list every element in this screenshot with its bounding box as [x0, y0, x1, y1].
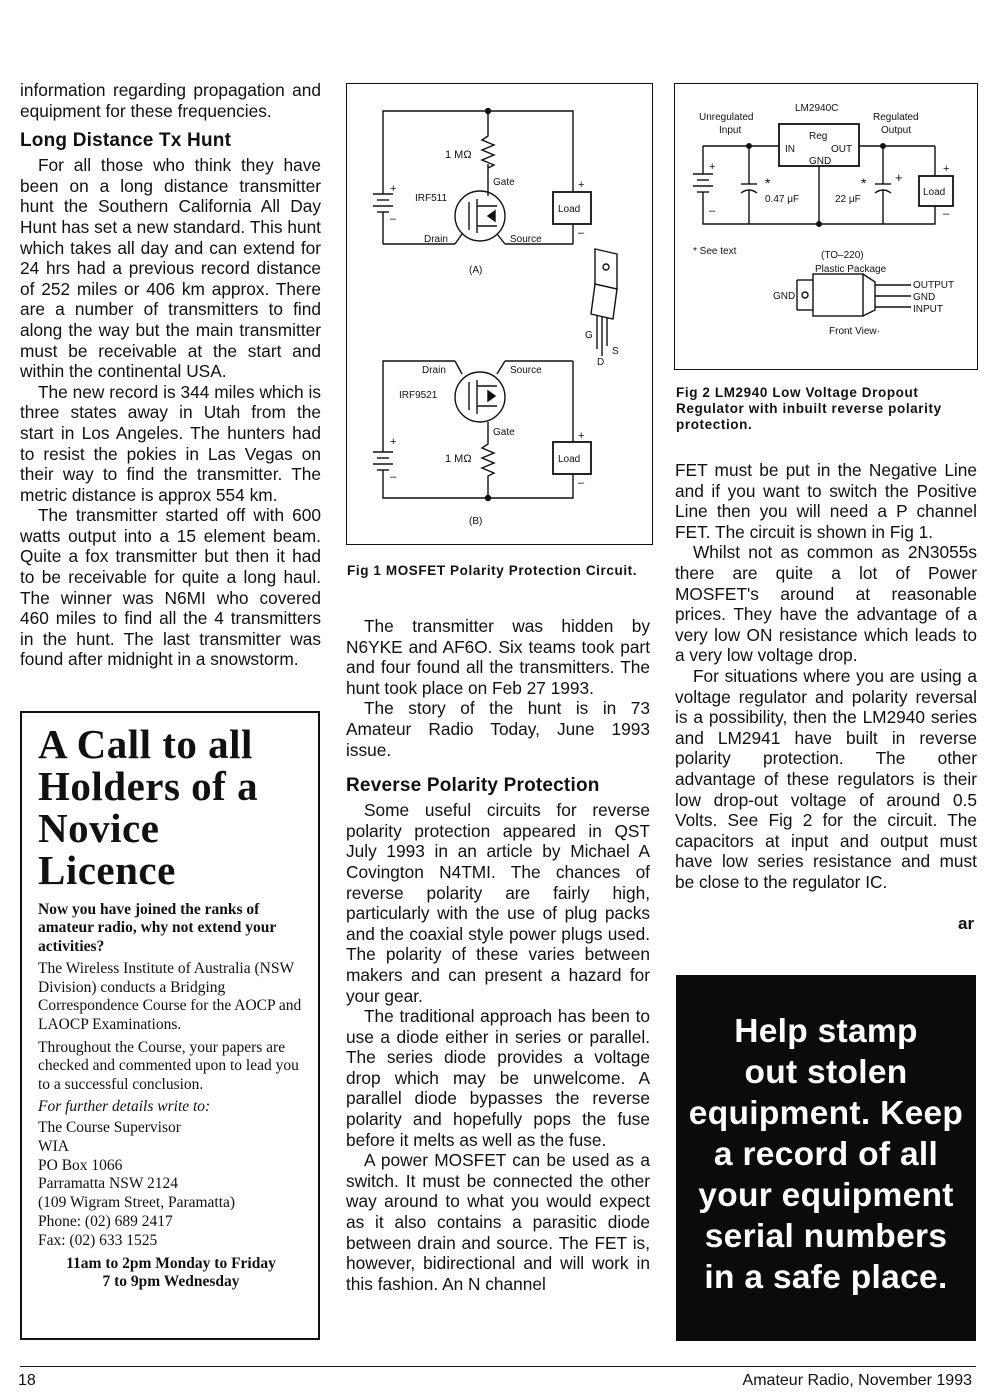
col3-para-3: For situations where you are using a voltage regulator and polarity reversal is a possibility, then the LM2940 series and LM2941 have built in reverse polarity protection. The other advantage of these regulators is their low drop-out voltage of around 0.5 Volts. See Fig 2 for the circuit. The capacitors at input and output must have low series resistance and must be close to the regulator IC. [675, 665, 977, 892]
column-3 [675, 460, 977, 892]
fig2-package-2: Plastic Package [815, 264, 887, 275]
novice-lead: Now you have joined the ranks of amateur radio, why not extend your activities? [38, 901, 276, 955]
fig1a-source: Source [510, 234, 542, 245]
promo-line: out stolen [744, 1054, 908, 1091]
novice-address [38, 1119, 304, 1251]
col1-para-2: The new record is 344 miles which is three states away in Utah from the start in Los Angeles. The hunters had to resist the pokies in Las Vegas on their way to find the transmitter. The metric distance is approx 554 km. [20, 381, 321, 505]
col1-para-1: For all those who think they have been on a long distance transmitter hunt the Southern California All Day Hunt has set a new standard. This hunt which takes all day and can extend for 24 hrs had a previous record distance of 252 miles or 406 km approx. There are a number of transmitters to find along the way but the main transmitter must be receivable at the start and within the continental USA. [20, 155, 321, 382]
fig2-out: OUT [831, 144, 853, 155]
col1-para-3: The transmitter started off with 600 watts output into a 15 element beam. Quite a fox transmitter but then it had to be receivable for quite a long haul. The winner was N6MI who covered 460 miles to find all the 4 transmitters in the hunt. The last transmitter was found after midnight in a snowstorm. [20, 505, 321, 670]
fig1a-minus: – [390, 213, 397, 225]
fig1b-load-plus: + [578, 430, 585, 442]
fig1a-plus: + [390, 183, 397, 195]
promo-line: Help stamp [734, 1013, 918, 1050]
pin-g: G [585, 330, 593, 341]
fig2-unreg-2: Input [719, 125, 742, 136]
fig1b-plus: + [390, 436, 397, 448]
fig1-diagram [346, 83, 653, 545]
circuit-b [373, 361, 591, 501]
novice-write-to: For further details write to: [38, 1098, 211, 1116]
novice-hours [38, 1255, 304, 1292]
fig2-chip: LM2940C [795, 103, 839, 114]
fig2-star-1: * [765, 175, 771, 191]
fig2-gnd: GND [809, 156, 832, 167]
address-line: WIA [38, 1137, 69, 1155]
heading-reverse-polarity: Reverse Polarity Protection [346, 775, 600, 797]
fig2-c2: 22 μF [835, 194, 861, 205]
novice-para-2: Throughout the Course, your papers are checked and commented upon to lead you to a successful conclusion. [38, 1038, 299, 1093]
fig2-front-view: Front View· [829, 326, 880, 337]
col2-para-2: The story of the hunt is in 73 Amateur Radio Today, June 1993 issue. [346, 698, 650, 760]
address-line: The Course Supervisor [38, 1118, 181, 1136]
address-line: Phone: (02) 689 2417 [38, 1212, 173, 1230]
fig2-minus-load: – [943, 208, 950, 220]
fig2-star-2: * [861, 175, 867, 191]
fig1a-drain: Drain [424, 234, 448, 245]
pin-d: D [597, 357, 605, 368]
fig1b-drain: Drain [422, 365, 446, 376]
fig1b-device: IRF9521 [399, 390, 438, 401]
fig2-load: Load [923, 187, 946, 198]
fig2-c1: 0.47 μF [765, 194, 800, 205]
footer-rule [20, 1366, 976, 1367]
fig1b-label: (B) [469, 516, 483, 527]
promo-line: in a safe place. [704, 1259, 948, 1296]
mosfet-package-icon [591, 249, 617, 356]
article-signature: ar [958, 914, 975, 933]
fig1b-load-minus: – [578, 477, 585, 489]
novice-licence-ad [20, 711, 320, 1340]
circuit-a [373, 109, 591, 245]
promo-line: your equipment [698, 1177, 954, 1214]
fig2-package-1: (TO–220) [821, 250, 864, 261]
fig1b-gate: Gate [493, 427, 515, 438]
fig2-pkg-gnd: GND [773, 291, 796, 302]
novice-para-1: The Wireless Institute of Australia (NSW Division) conducts a Bridging Correspondence Course for the AOCP and LAOCP Examinations. [38, 960, 302, 1033]
fig1b-source: Source [510, 365, 542, 376]
fig1a-device: IRF511 [415, 193, 448, 204]
fig2-reg-out-2: Output [881, 125, 912, 136]
fig1a-label: (A) [469, 265, 483, 276]
col2-para-4: The traditional approach has been to use a diode either in series or parallel. The series diode provides a voltage drop which may be unwelcome. A parallel diode bypasses the reverse polarity and hopefully pops the fuse before it melts as well as the fuse. [346, 1006, 650, 1150]
novice-title: A Call to all Holders of a Novice Licence [38, 721, 259, 893]
col2-para-1: The transmitter was hidden by N6YKE and AF6O. Six teams took part and four found all the transmitters. The hunt took place on Feb 27 1993. [346, 616, 650, 698]
address-line: Parramatta NSW 2124 [38, 1175, 179, 1193]
fig2-reg-out-1: Regulated [873, 112, 919, 123]
fig2-minus-batt: – [709, 205, 716, 217]
fig1a-load: Load [558, 204, 581, 215]
fig1a-load-minus: – [578, 227, 585, 239]
stolen-equipment-promo [676, 975, 976, 1341]
promo-line: a record of all [713, 1136, 939, 1173]
fig1-caption: Fig 1 MOSFET Polarity Protection Circuit. [347, 563, 638, 578]
fig2-plus-load: + [943, 163, 950, 175]
fig2-unreg-1: Unregulated [699, 112, 754, 123]
fig2-see-text: * See text [693, 246, 737, 257]
col1-intro: information regarding propagation and equipment for these frequencies. [20, 80, 321, 121]
address-line: PO Box 1066 [38, 1156, 123, 1174]
address-line: (109 Wigram Street, Paramatta) [38, 1194, 236, 1212]
fig2-plus-cap: + [895, 170, 903, 185]
hours-line: 7 to 9pm Wednesday [102, 1273, 240, 1291]
col3-para-2: Whilst not as common as 2N3055s there are quite a lot of Power MOSFET's around at reasonable prices. They have the advantage of a very low ON resistance which leads to a very low voltage drop. [675, 542, 977, 666]
page-number: 18 [18, 1372, 36, 1389]
fig2-pin-gnd: GND [913, 292, 936, 303]
fig2-in: IN [785, 144, 795, 155]
address-line: Fax: (02) 633 1525 [38, 1231, 158, 1249]
hours-line: 11am to 2pm Monday to Friday [66, 1254, 276, 1272]
heading-long-distance: Long Distance Tx Hunt [20, 130, 232, 152]
promo-line: serial numbers [704, 1218, 948, 1255]
fig1a-resistor: 1 MΩ [445, 149, 472, 161]
fig2-pin-output: OUTPUT [913, 280, 955, 291]
magazine-issue: Amateur Radio, November 1993 [742, 1372, 972, 1389]
col2-para-5: A power MOSFET can be used as a switch. It must be connected the other way around to what you would expect as it also contains a parasitic diode between drain and source. The FET is, however, bidirectional and will work in this fashion. An N channel [346, 1150, 650, 1294]
fig2-pin-input: INPUT [913, 304, 943, 315]
fig1b-resistor: 1 MΩ [445, 453, 472, 465]
fig1a-gate: Gate [493, 177, 515, 188]
promo-line: equipment. Keep [688, 1095, 964, 1132]
col2-para-3: Some useful circuits for reverse polarity protection appeared in QST July 1993 in an article by Michael A Covington N4TMI. The chances of reverse polarity are fairly high, particularly with the use of plug packs and the coaxial style power plugs used. The polarity of these varies between makers and can present a hazard for your gear. [346, 800, 650, 1006]
col3-para-1: FET must be put in the Negative Line and if you want to switch the Positive Line then you will need a P channel FET. The circuit is shown in Fig 1. [675, 460, 977, 542]
column-1 [20, 80, 321, 670]
fig2-diagram [674, 83, 978, 370]
fig2-caption: Fig 2 LM2940 Low Voltage Dropout Regulator with inbuilt reverse polarity protection. [676, 385, 942, 432]
column-2 [346, 616, 650, 1294]
fig1a-load-plus: + [578, 179, 585, 191]
fig1b-minus: – [390, 471, 397, 483]
pin-s: S [612, 346, 619, 357]
fig2-plus-batt: + [709, 161, 716, 173]
fig1b-load: Load [558, 454, 581, 465]
fig2-reg: Reg [809, 131, 828, 142]
